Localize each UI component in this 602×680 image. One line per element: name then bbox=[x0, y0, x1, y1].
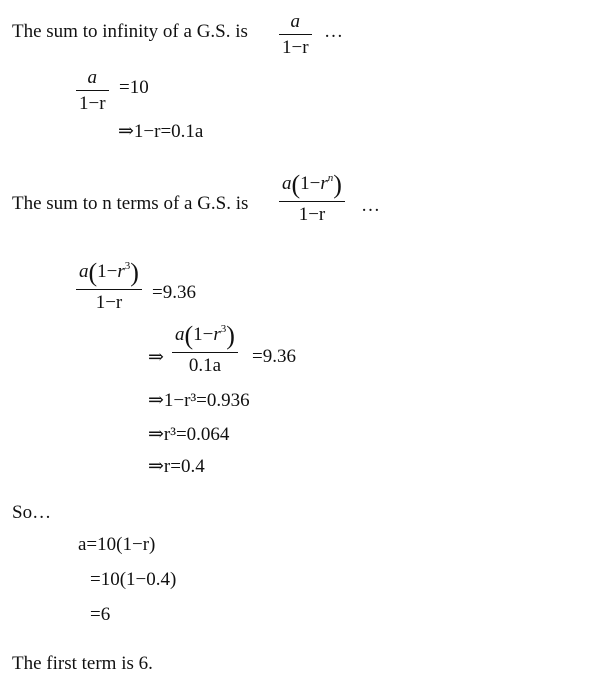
eq5-line: ⇒1−r³=0.936 bbox=[148, 390, 250, 411]
eq2-line: ⇒1−r=0.1a bbox=[118, 121, 204, 142]
eq3-numerator: $a(1-r^3)$ bbox=[79, 258, 139, 287]
eq4-arrow: ⇒ bbox=[148, 347, 164, 368]
eq3-fraction bbox=[76, 260, 142, 312]
n-terms-ellipsis: … bbox=[361, 195, 380, 216]
eq4-rhs: =9.36 bbox=[252, 346, 296, 367]
eq1-denominator: 1−r bbox=[79, 93, 106, 114]
eq7-line: ⇒r=0.4 bbox=[148, 456, 205, 477]
eq8-line: a=10(1−r) bbox=[78, 534, 156, 555]
so-label: So… bbox=[12, 502, 52, 523]
intro-n-terms-text: The sum to n terms of a G.S. is bbox=[12, 193, 249, 214]
eq6-line: ⇒r³=0.064 bbox=[148, 424, 230, 445]
infinity-formula-fraction bbox=[279, 12, 312, 57]
eq10-line: =6 bbox=[90, 604, 111, 625]
eq3-rhs: =9.36 bbox=[152, 282, 196, 303]
n-terms-formula-numerator: $a(1-r^n)$ bbox=[282, 170, 342, 199]
intro-infinity-text: The sum to infinity of a G.S. is bbox=[12, 21, 248, 42]
infinity-ellipsis: … bbox=[324, 21, 343, 42]
eq3-denominator: 1−r bbox=[95, 292, 123, 313]
n-terms-formula-denominator: 1−r bbox=[298, 204, 326, 225]
eq4-fraction bbox=[172, 323, 238, 375]
eq1-rhs: =10 bbox=[119, 77, 149, 98]
eq1-fraction bbox=[76, 68, 109, 113]
infinity-formula-numerator: a bbox=[290, 11, 301, 32]
conclusion-text: The first term is 6. bbox=[12, 653, 153, 674]
eq1-numerator: a bbox=[87, 67, 98, 88]
eq4-numerator: $a(1-r^3)$ bbox=[175, 321, 235, 350]
eq4-denominator: 0.1a bbox=[188, 355, 222, 376]
eq9-line: =10(1−0.4) bbox=[90, 569, 177, 590]
infinity-formula-denominator: 1−r bbox=[282, 37, 309, 58]
n-terms-formula-fraction bbox=[279, 172, 345, 224]
